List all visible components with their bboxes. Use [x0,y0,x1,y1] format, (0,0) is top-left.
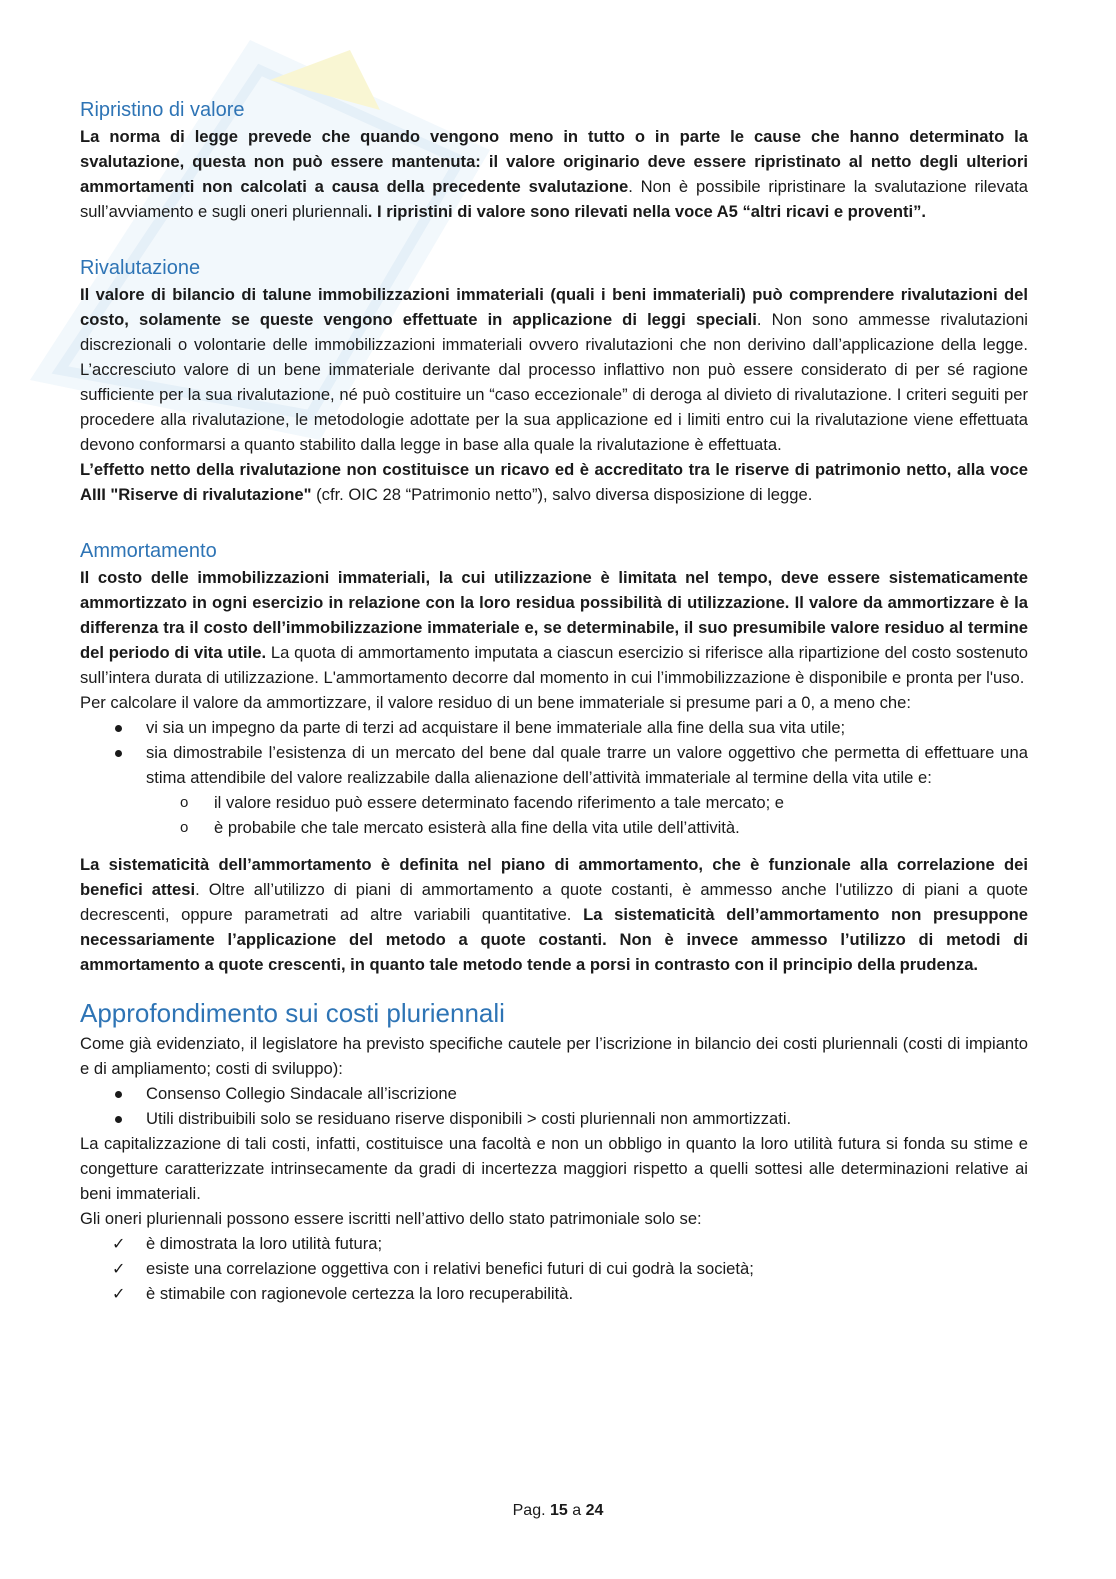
paragraph-rivalutazione-1: Il valore di bilancio di talune immobilizzazioni immateriali (quali i beni immateriali) può comprendere rivalutazioni del costo, solamente se queste vengono effettuate in applicazione di leggi speciali. Non sono ammesse rivalutazioni discrezionali o volontarie delle immobilizzazioni immateriali ovvero rivalutazioni che non derivino dall’applicazione della legge. L’accresciuto valore di un bene immateriale derivante dal processo inflattivo non può essere considerato di per sé ragione sufficiente per la sua rivalutazione, né può costituire un “caso eccezionale” di deroga al divieto di rivalutazione. I criteri seguiti per procedere alla rivalutazione, le metodologie adottate per la sua applicazione ed i limiti entro cui la rivalutazione viene effettuata devono conformarsi a quanto stabilito dalla legge in base alla quale la rivalutazione è effettuata. [80,285,1028,454]
list-item: ✓ è dimostrata la loro utilità futura; [80,1231,1028,1256]
bullet-list-approfondimento [80,1081,1028,1131]
list-item: sia dimostrabile l’esistenza di un mercato del bene dal quale trarre un valore oggettivo che permetta di effettuare una stima attendibile del valore realizzabile dalla alienazione dell’attività immateriale al termine della vita utile e: [80,740,1028,790]
bullet-list-ammortamento [80,715,1028,790]
page-number: 15 [549,1502,568,1519]
page-total: 24 [585,1502,604,1519]
list-item: Utili distribuibili solo se residuano riserve disponibili > costi pluriennali non ammortizzati. [80,1106,1028,1131]
paragraph-approfondimento-3: Gli oneri pluriennali possono essere iscritti nell’attivo dello stato patrimoniale solo se: [80,1209,702,1228]
list-item: Consenso Collegio Sindacale all’iscrizione [80,1081,1028,1106]
page-footer: Pag. 15 a 24 [512,1502,604,1519]
list-item: vi sia un impegno da parte di terzi ad acquistare il bene immateriale alla fine della sua vita utile; [80,715,1028,740]
list-item: ✓ è stimabile con ragionevole certezza la loro recuperabilità. [80,1281,1028,1306]
paragraph-ammortamento-1: Il costo delle immobilizzazioni immateriali, la cui utilizzazione è limitata nel tempo, deve essere sistematicamente ammortizzato in ogni esercizio in relazione con la loro residua possibilità di utilizzazione. Il valore da ammortizzare è la differenza tra il costo dell’immobilizzazione immateriale e, se determinabile, il suo presumibile valore residuo al termine del periodo di vita utile. La quota di ammortamento imputata a ciascun esercizio si riferisce alla ripartizione del costo sostenuto sull’intera durata di utilizzazione. L'ammortamento decorre dal momento in cui l’immobilizzazione è disponibile e pronta per l'uso. [80,568,1028,687]
list-item: o è probabile che tale mercato esisterà alla fine della vita utile dell’attività. [80,815,1028,840]
heading-ammortamento: Ammortamento [80,540,217,562]
paragraph-approfondimento-2: La capitalizzazione di tali costi, infatti, costituisce una facoltà e non un obbligo in quanto la loro utilità futura si fonda su stime e congetture caratterizzate intrinsecamente da gradi di incertezza maggiori rispetto a quelli sottesi alle determinazioni relative ai beni immateriali. [80,1134,1028,1203]
paragraph-rivalutazione-2: L’effetto netto della rivalutazione non costituisce un ricavo ed è accreditato tra le riserve di patrimonio netto, alla voce AIII "Riserve di rivalutazione" (cfr. OIC 28 “Patrimonio netto”), salvo diversa disposizione di legge. [80,460,1028,504]
page-content [80,96,1028,1306]
paragraph-ammortamento-3: La sistematicità dell’ammortamento è definita nel piano di ammortamento, che è funzionale alla correlazione dei benefici attesi. Oltre all’utilizzo di piani di ammortamento a quote costanti, è ammesso anche l'utilizzo di piani a quote decrescenti, oppure parametrati ad altre variabili quantitative. La sistematicità dell’ammortamento non presuppone necessariamente l’applicazione del metodo a quote costanti. Non è invece ammesso l’utilizzo di metodi di ammortamento a quote crescenti, in quanto tale metodo tende a porsi in contrasto con il principio della prudenza. [80,855,1028,974]
sub-bullet-list-ammortamento [80,790,1028,840]
checklist-approfondimento [80,1231,1028,1306]
paragraph-ammortamento-2: Per calcolare il valore da ammortizzare, il valore residuo di un bene immateriale si presume pari a 0, a meno che: [80,693,911,712]
heading-rivalutazione: Rivalutazione [80,257,201,279]
heading-approfondimento: Approfondimento sui costi pluriennali [80,998,505,1028]
paragraph-ripristino: La norma di legge prevede che quando vengono meno in tutto o in parte le cause che hanno determinato la svalutazione, questa non può essere mantenuta: il valore originario deve essere ripristinato al netto degli ulteriori ammortamenti non calcolati a causa della precedente svalutazione. Non è possibile ripristinare la svalutazione rilevata sull’avviamento e sugli oneri pluriennali. I ripristini di valore sono rilevati nella voce A5 “altri ricavi e proventi”. [80,127,1029,221]
heading-ripristino: Ripristino di valore [80,99,245,121]
list-item: o il valore residuo può essere determinato facendo riferimento a tale mercato; e [80,790,1028,815]
list-item: ✓ esiste una correlazione oggettiva con i relativi benefici futuri di cui godrà la società; [80,1256,1028,1281]
paragraph-approfondimento-1: Come già evidenziato, il legislatore ha previsto specifiche cautele per l’iscrizione in bilancio dei costi pluriennali (costi di impianto e di ampliamento; costi di sviluppo): [80,1034,1028,1078]
